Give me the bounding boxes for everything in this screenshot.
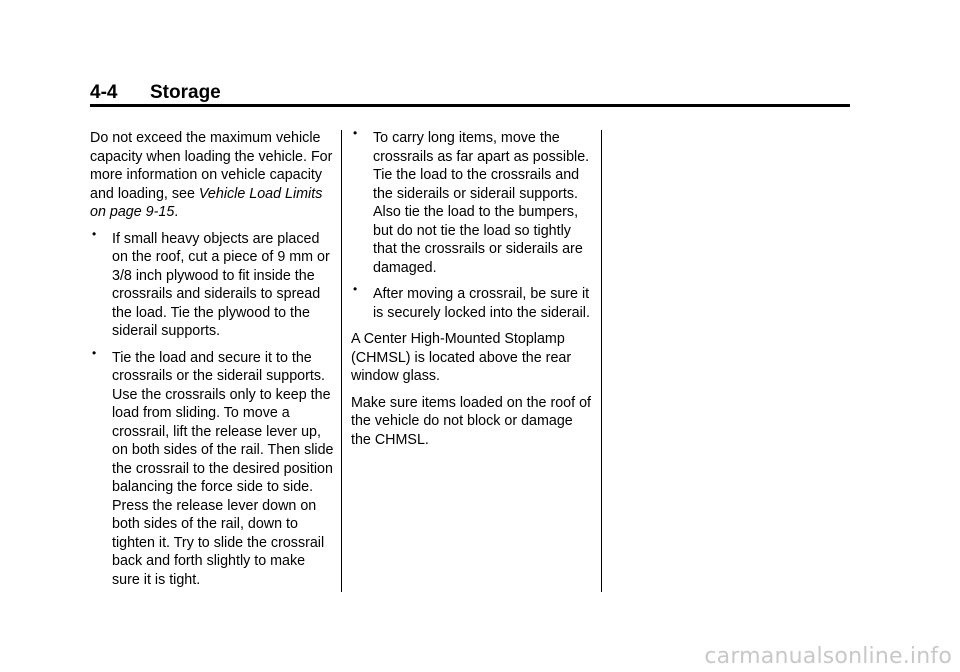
cross-reference-link[interactable]: Vehicle Load Limits on page 9-15 — [90, 185, 323, 220]
list-item — [351, 282, 596, 322]
bullet-icon: • — [92, 226, 97, 241]
bullet-icon: • — [92, 345, 97, 360]
intro-end: . — [174, 204, 179, 220]
bullet-icon: • — [353, 282, 358, 296]
intro-paragraph — [90, 129, 335, 222]
list-item — [90, 226, 335, 341]
list-item-text: To carry long items, move the crossrails as far apart as possible. Tie the load to the crossrails and the siderails or siderail supports. Also tie the load to the bumpers, but do not tie the load so tightly that the crossrails or siderails are damaged. — [373, 130, 590, 276]
section-title: Storage — [150, 82, 221, 103]
chmsl-note-paragraph: Make sure items loaded on the roof of the vehicle do not block or damage the CHMSL. — [351, 394, 592, 448]
header-rule — [90, 104, 850, 107]
section-number: 4-4 — [90, 82, 118, 103]
list-item — [90, 345, 335, 590]
column-divider — [601, 130, 602, 592]
list-item-text: If small heavy objects are placed on the roof, cut a piece of 9 mm or 3/8 inch plywood to fit inside the crossrails and siderails to spread the load. Tie the plywood to the siderail supports. — [112, 230, 330, 339]
page-header — [90, 80, 850, 106]
intro-text: Do not exceed the maximum vehicle capacity when loading the vehicle. For more information on vehicle capacity and loading, see — [90, 130, 333, 202]
list-item — [351, 126, 596, 277]
watermark: carmanualsonline.info — [704, 644, 952, 669]
column-left — [90, 129, 335, 597]
column-divider — [341, 130, 342, 592]
list-item-text: After moving a crossrail, be sure it is securely locked into the siderail. — [373, 286, 590, 321]
chmsl-paragraph: A Center High-Mounted Stoplamp (CHMSL) is located above the rear window glass. — [351, 331, 572, 384]
column-middle — [351, 126, 596, 457]
list-item-text: Tie the load and secure it to the crossrails or the siderail supports. Use the crossrails only to keep the load from sliding. To move a crossrail, lift the release lever up, on both sides of the rail. Then slide the crossrail to the desired position balancing the force side to side. Press the release lever down on both sides of the rail, down to tighten it. Try to slide the crossrail back and forth slightly to make sure it is tight. — [112, 349, 334, 588]
bullet-icon: • — [353, 126, 358, 140]
